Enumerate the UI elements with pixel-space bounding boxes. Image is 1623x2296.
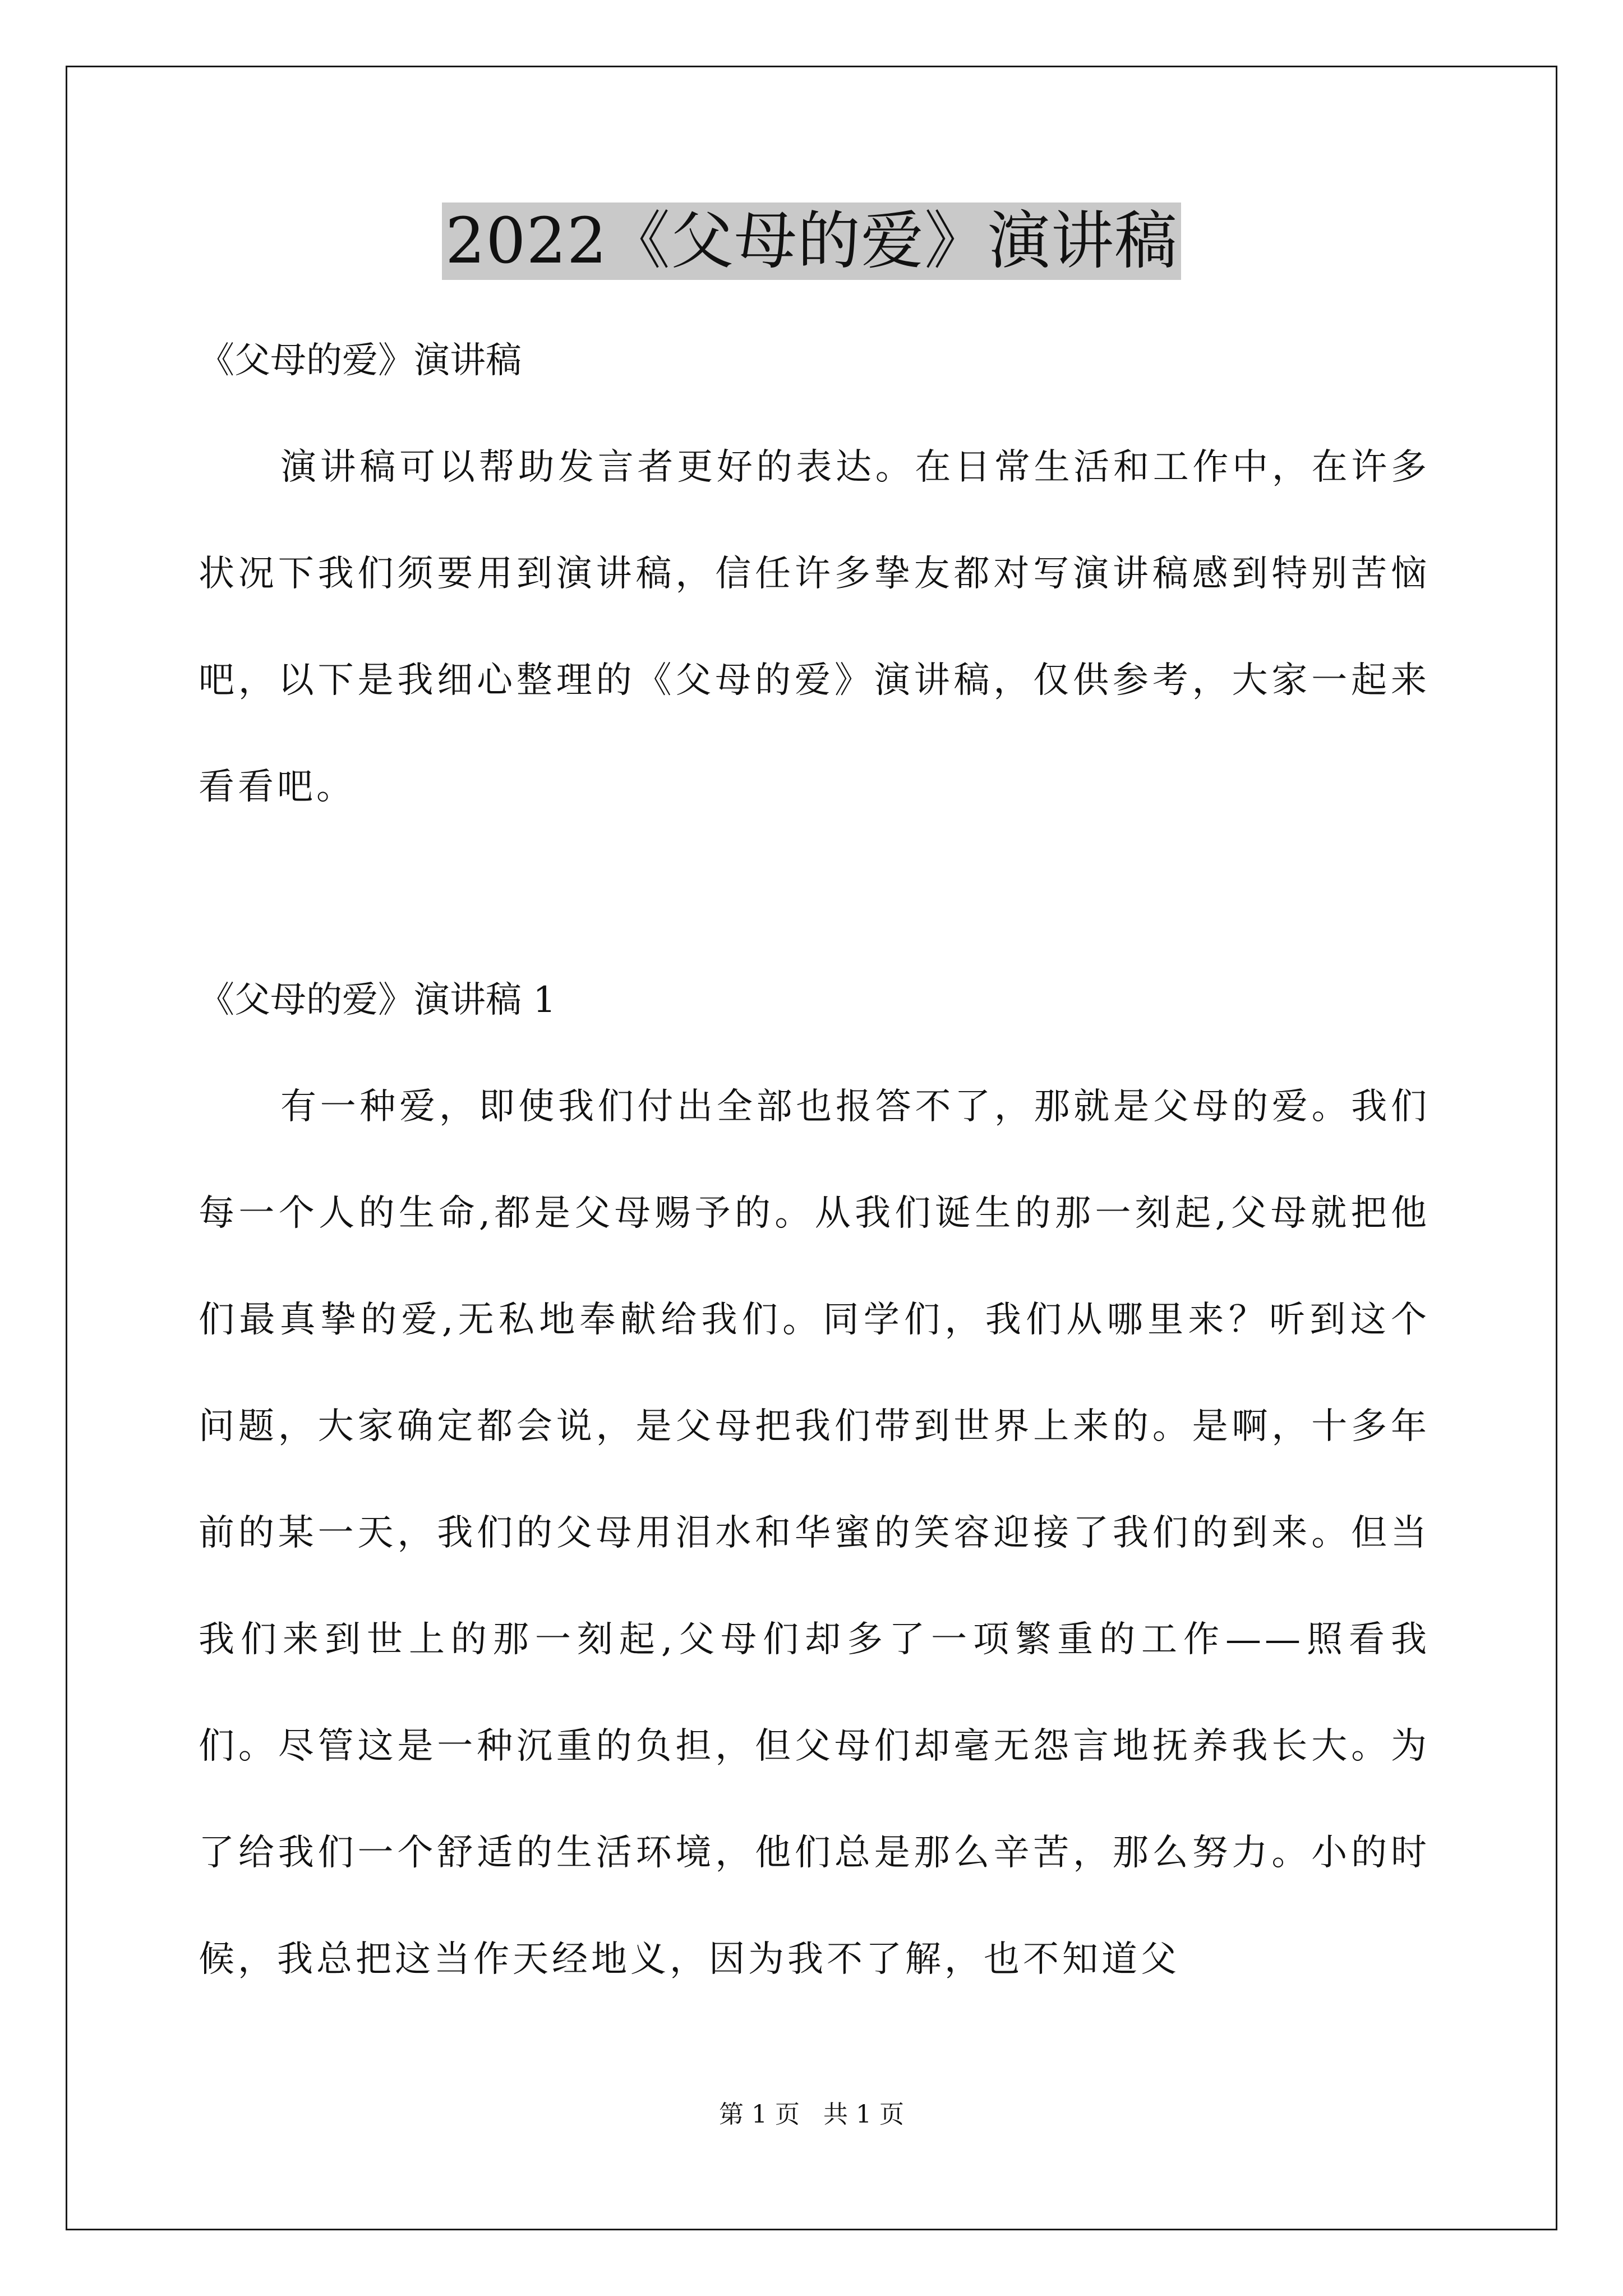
section-heading: 《父母的爱》演讲稿 1 [199, 979, 556, 1021]
document-title [0, 199, 1623, 283]
intro-paragraph: 演讲稿可以帮助发言者更好的表达。在日常生活和工作中，在许多状况下我们须要用到演讲稿，信任许多挚友都对写演讲稿感到特别苦恼吧，以下是我细心整理的《父母的爱》演讲稿，仅供参考，大家一起来看看吧。 [199, 447, 1430, 808]
document-body [199, 307, 1430, 2013]
page-number-footer: 第 1 页 共 1 页 [719, 2100, 904, 2129]
document-subtitle: 《父母的爱》演讲稿 [199, 340, 522, 381]
document-title-text: 2022《父母的爱》演讲稿 [442, 203, 1181, 280]
section-paragraph: 有一种爱，即使我们付出全部也报答不了，那就是父母的爱。我们每一个人的生命,都是父母赐予的。从我们诞生的那一刻起,父母就把他们最真挚的爱,无私地奉献给我们。同学们，我们从哪里来？听到这个问题，大家确定都会说，是父母把我们带到世界上来的。是啊，十多年前的某一天，我们的父母用泪水和华蜜的笑容迎接了我们的到来。但当我们来到世上的那一刻起,父母们却多了一项繁重的工作——照看我们。尽管这是一种沉重的负担，但父母们却毫无怨言地抚养我长大。为了给我们一个舒适的生活环境，他们总是那么辛苦，那么努力。小的时候，我总把这当作天经地义，因为我不了解，也不知道父 [199, 1086, 1430, 1980]
